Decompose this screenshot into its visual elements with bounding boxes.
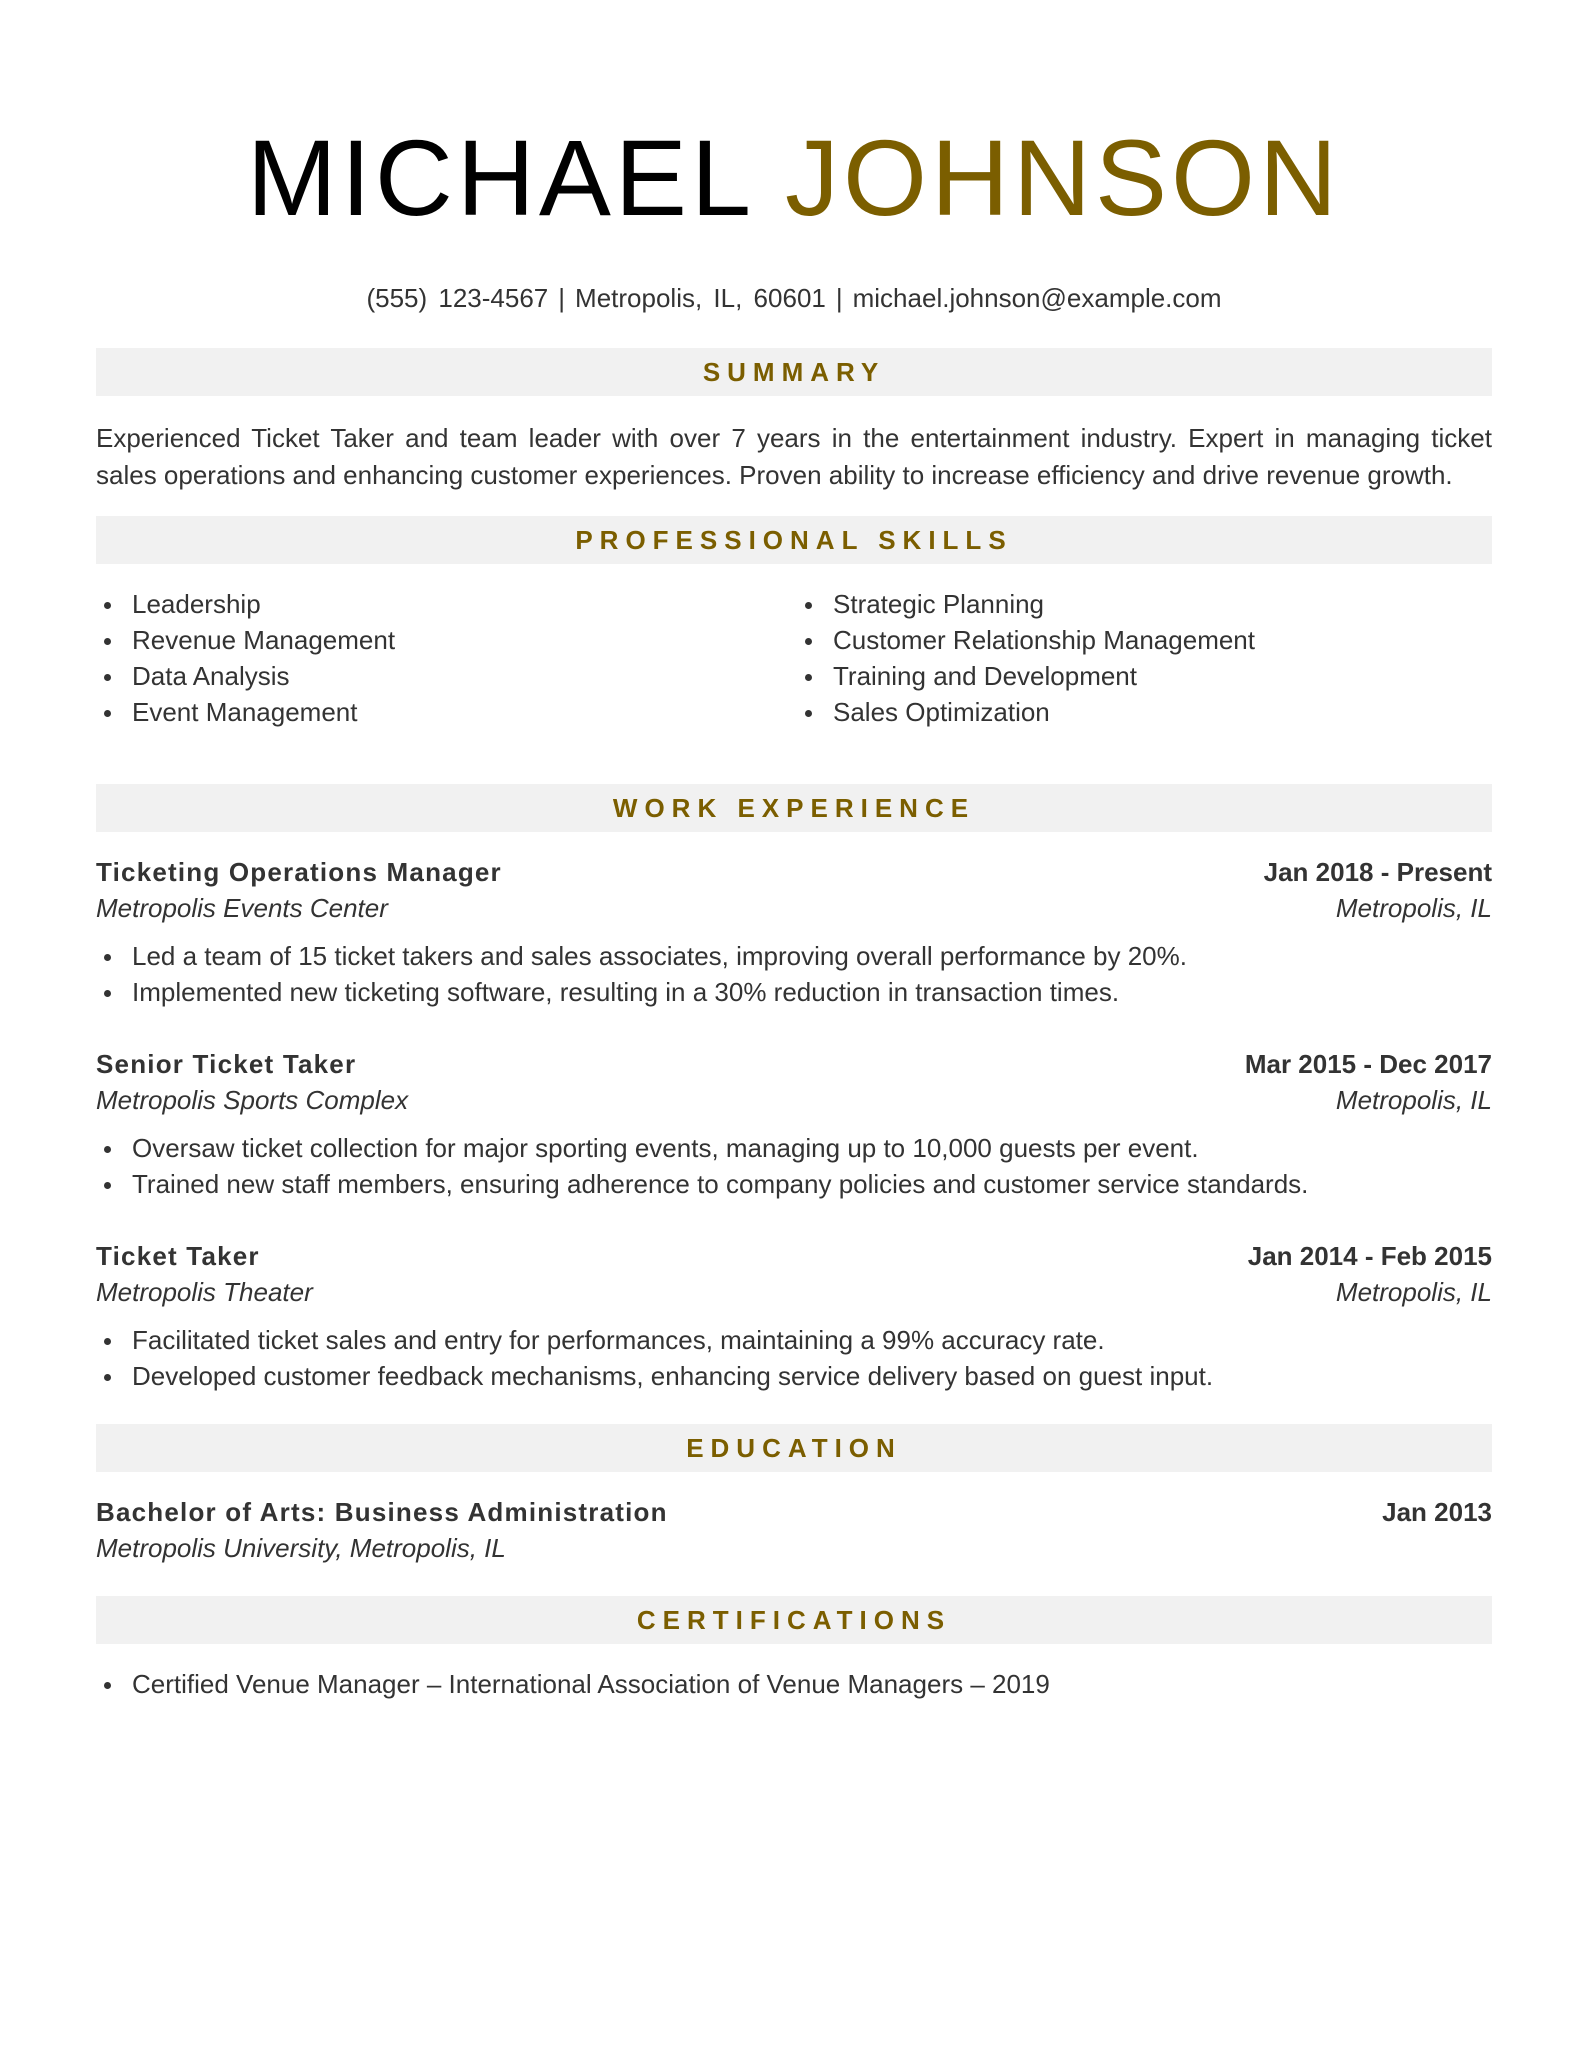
last-name: JOHNSON bbox=[785, 117, 1342, 238]
contact-line bbox=[96, 282, 1492, 314]
job-title: Senior Ticket Taker bbox=[96, 1049, 357, 1079]
job-bullet: Developed customer feedback mechanisms, enhancing service delivery based on guest input. bbox=[96, 1358, 1492, 1394]
job-bullets bbox=[96, 938, 1492, 1010]
skills-section bbox=[96, 516, 1492, 730]
skill-item: Event Management bbox=[96, 694, 791, 730]
job-location: Metropolis, IL bbox=[1335, 1085, 1492, 1115]
job-bullet: Facilitated ticket sales and entry for performances, maintaining a 99% accuracy rate. bbox=[96, 1322, 1492, 1358]
section-heading-education: EDUCATION bbox=[96, 1424, 1492, 1472]
education-entry bbox=[96, 1494, 1492, 1566]
job-title: Ticket Taker bbox=[96, 1241, 260, 1271]
job-title: Ticketing Operations Manager bbox=[96, 857, 502, 887]
job-company: Metropolis Theater bbox=[96, 1277, 313, 1307]
school-name: Metropolis University, Metropolis, IL bbox=[96, 1533, 506, 1563]
summary-section bbox=[96, 348, 1492, 494]
summary-text: Experienced Ticket Taker and team leader with over 7 years in the entertainment industry. Expert in managing ticket sales operations and enhancing customer experiences. Proven ability to increase efficiency and drive revenue growth. bbox=[96, 423, 1492, 490]
first-name: MICHAEL bbox=[246, 117, 752, 238]
skill-item: Revenue Management bbox=[96, 622, 791, 658]
certifications-section bbox=[96, 1596, 1492, 1702]
section-heading-summary: SUMMARY bbox=[96, 348, 1492, 396]
skills-column-right bbox=[791, 586, 1492, 730]
candidate-name bbox=[96, 118, 1492, 238]
job-company: Metropolis Sports Complex bbox=[96, 1085, 409, 1115]
job-bullet: Implemented new ticketing software, resulting in a 30% reduction in transaction times. bbox=[96, 974, 1492, 1010]
job-entry bbox=[96, 1238, 1492, 1394]
certification-item: Certified Venue Manager – International Association of Venue Managers – 2019 bbox=[96, 1666, 1492, 1702]
contact-location: Metropolis, IL, 60601 bbox=[575, 283, 826, 313]
skill-item: Strategic Planning bbox=[797, 586, 1492, 622]
degree-date: Jan 2013 bbox=[1382, 1497, 1492, 1527]
skills-column-left bbox=[96, 586, 791, 730]
job-bullet: Led a team of 15 ticket takers and sales associates, improving overall performance by 20%. bbox=[96, 938, 1492, 974]
job-dates: Jan 2014 - Feb 2015 bbox=[1247, 1241, 1492, 1271]
experience-section bbox=[96, 784, 1492, 1394]
education-section bbox=[96, 1424, 1492, 1566]
job-company: Metropolis Events Center bbox=[96, 893, 388, 923]
job-dates: Jan 2018 - Present bbox=[1263, 857, 1492, 887]
job-entry bbox=[96, 1046, 1492, 1202]
skill-item: Training and Development bbox=[797, 658, 1492, 694]
contact-email: michael.johnson@example.com bbox=[852, 283, 1222, 313]
skills-grid bbox=[96, 586, 1492, 730]
job-bullet: Oversaw ticket collection for major sporting events, managing up to 10,000 guests per event. bbox=[96, 1130, 1492, 1166]
degree-title: Bachelor of Arts: Business Administration bbox=[96, 1497, 668, 1527]
job-dates: Mar 2015 - Dec 2017 bbox=[1244, 1049, 1492, 1079]
skill-item: Data Analysis bbox=[96, 658, 791, 694]
job-location: Metropolis, IL bbox=[1335, 893, 1492, 923]
contact-separator: | bbox=[835, 283, 843, 313]
section-heading-skills: PROFESSIONAL SKILLS bbox=[96, 516, 1492, 564]
job-bullet: Trained new staff members, ensuring adherence to company policies and customer service standards. bbox=[96, 1166, 1492, 1202]
job-location: Metropolis, IL bbox=[1335, 1277, 1492, 1307]
contact-phone: (555) 123-4567 bbox=[366, 283, 549, 313]
section-heading-certifications: CERTIFICATIONS bbox=[96, 1596, 1492, 1644]
skill-item: Sales Optimization bbox=[797, 694, 1492, 730]
job-bullets bbox=[96, 1130, 1492, 1202]
skill-item: Customer Relationship Management bbox=[797, 622, 1492, 658]
contact-separator: | bbox=[558, 283, 566, 313]
job-entry bbox=[96, 854, 1492, 1010]
job-bullets bbox=[96, 1322, 1492, 1394]
skill-item: Leadership bbox=[96, 586, 791, 622]
certification-list bbox=[96, 1666, 1492, 1702]
section-heading-experience: WORK EXPERIENCE bbox=[96, 784, 1492, 832]
